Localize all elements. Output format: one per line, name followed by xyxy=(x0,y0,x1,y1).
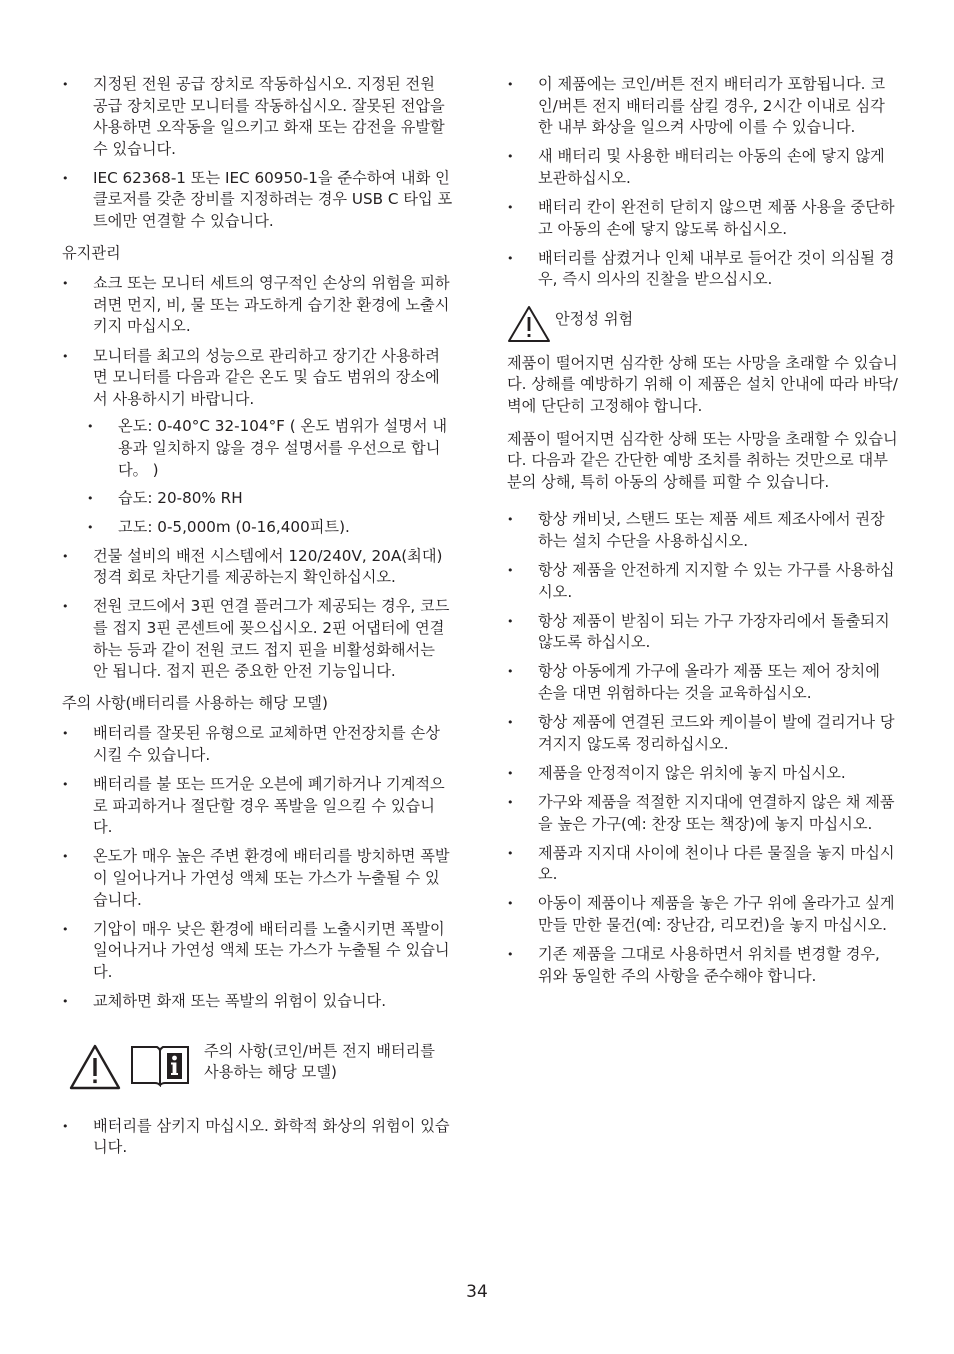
list-item: • IEC 62368-1 또는 IEC 60950-1을 준수하여 내화 인클로저를 갖춘 장비를 지정하려는 경우 USB C 타입 포트에만 연결할 수 있습니다. xyxy=(62,168,454,233)
bullet-list-coin-battery xyxy=(507,74,899,291)
bullet-list-power xyxy=(62,74,454,233)
list-item-text: 모니터를 최고의 성능으로 관리하고 장기간 사용하려면 모니터를 다음과 같은 온도 및 습도 범위의 장소에서 사용하시기 바랍니다. xyxy=(93,346,440,408)
coin-battery-warning-caption: 주의 사항(코인/버튼 전지 배터리를 사용하는 해당 모델) xyxy=(204,1041,435,1082)
list-item: • 전원 코드에서 3핀 연결 플러그가 제공되는 경우, 코드를 접지 3핀 콘센트에 꽂으십시오. 2핀 어댑터에 연결하는 등과 같이 전원 코드 접지 핀을 비활성화해서는 안 됩니다. 접지 핀은 중요한 안전 기능입니다. xyxy=(62,596,454,682)
list-item: • 항상 아동에게 가구에 올라가 제품 또는 제어 장치에 손을 대면 위험하다는 것을 교육하십시오. xyxy=(507,661,899,704)
list-item: • 건물 설비의 배전 시스템에서 120/240V, 20A(최대) 정격 회로 차단기를 제공하는지 확인하십시오. xyxy=(62,546,454,589)
warning-triangle-icon xyxy=(68,1043,122,1091)
heading-maintenance: 유지관리 xyxy=(62,243,121,262)
left-column xyxy=(62,74,454,1166)
list-item: • 교체하면 화재 또는 폭발의 위험이 있습니다. xyxy=(62,991,454,1013)
list-item xyxy=(62,346,454,539)
list-item: • 항상 제품을 안전하게 지지할 수 있는 가구를 사용하십시오. xyxy=(507,560,899,603)
page-number: 34 xyxy=(466,1282,488,1302)
sub-list-environment xyxy=(87,416,454,538)
bullet-list-stability xyxy=(507,509,899,987)
sub-list-item: • 습도: 20-80% RH xyxy=(87,488,454,510)
list-item: • 제품과 지지대 사이에 천이나 다른 물질을 놓지 마십시오. xyxy=(507,843,899,886)
list-item: • 배터리를 불 또는 뜨거운 오븐에 폐기하거나 기계적으로 파괴하거나 절단할 경우 폭발을 일으킬 수 있습니다. xyxy=(62,774,454,839)
stability-paragraph: 제품이 떨어지면 심각한 상해 또는 사망을 초래할 수 있습니다. 상해를 예방하기 위해 이 제품은 설치 안내에 따라 바닥/벽에 단단히 고정해야 합니다. xyxy=(507,353,898,416)
stability-hazard-heading xyxy=(507,305,899,343)
right-column xyxy=(507,74,899,995)
list-item: • 쇼크 또는 모니터 세트의 영구적인 손상의 위험을 피하려면 먼지, 비, 물 또는 과도하게 습기찬 환경에 노출시키지 마십시오. xyxy=(62,273,454,338)
list-item: • 항상 제품이 받침이 되는 가구 가장자리에서 돌출되지 않도록 하십시오. xyxy=(507,611,899,654)
list-item: • 배터리 칸이 완전히 닫히지 않으면 제품 사용을 중단하고 아동의 손에 닿지 않도록 하십시오. xyxy=(507,197,899,240)
list-item: • 배터리를 삼켰거나 인체 내부로 들어간 것이 의심될 경우, 즉시 의사의 진찰을 받으십시오. xyxy=(507,248,899,291)
sub-list-item: • 온도: 0-40°C 32-104°F ( 온도 범위가 설명서 내용과 일치하지 않을 경우 설명서를 우선으로 합니다。 ) xyxy=(87,416,454,481)
sub-list-item: • 고도: 0-5,000m (0-16,400피트). xyxy=(87,517,454,539)
list-item: • 제품을 안정적이지 않은 위치에 놓지 마십시오. xyxy=(507,763,899,785)
list-item: • 기존 제품을 그대로 사용하면서 위치를 변경할 경우, 위와 동일한 주의 사항을 준수해야 합니다. xyxy=(507,944,899,987)
manual-info-icon xyxy=(130,1043,190,1087)
bullet-list-swallow xyxy=(62,1116,454,1159)
bullet-list-maintenance xyxy=(62,273,454,683)
heading-battery-caution: 주의 사항(배터리를 사용하는 해당 모델) xyxy=(62,693,328,712)
warning-icons xyxy=(68,1043,190,1091)
list-item: • 항상 캐비닛, 스탠드 또는 제품 세트 제조사에서 권장하는 설치 수단을 사용하십시오. xyxy=(507,509,899,552)
list-item: • 아동이 제품이나 제품을 놓은 가구 위에 올라가고 싶게 만들 만한 물건(예: 장난감, 리모컨)을 놓지 마십시오. xyxy=(507,893,899,936)
list-item: • 이 제품에는 코인/버튼 전지 배터리가 포함됩니다. 코인/버튼 전지 배터리를 삼킬 경우, 2시간 이내로 심각한 내부 화상을 일으켜 사망에 이를 수 있습니다. xyxy=(507,74,899,139)
warning-triangle-icon xyxy=(507,305,551,343)
list-item: • 온도가 매우 높은 주변 환경에 배터리를 방치하면 폭발이 일어나거나 가연성 액체 또는 가스가 누출될 수 있습니다. xyxy=(62,846,454,911)
list-item: • 배터리를 삼키지 마십시오. 화학적 화상의 위험이 있습니다. xyxy=(62,1116,454,1159)
list-item: • 기압이 매우 낮은 환경에 배터리를 노출시키면 폭발이 일어나거나 가연성 액체 또는 가스가 누출될 수 있습니다. xyxy=(62,919,454,984)
list-item: • 가구와 제품을 적절한 지지대에 연결하지 않은 채 제품을 높은 가구(예: 찬장 또는 책장)에 놓지 마십시오. xyxy=(507,792,899,835)
stability-paragraph: 제품이 떨어지면 심각한 상해 또는 사망을 초래할 수 있습니다. 다음과 같은 간단한 예방 조치를 취하는 것만으로 대부분의 상해, 특히 아동의 상해를 피할 수 있습니다. xyxy=(507,429,898,491)
list-item: • 새 배터리 및 사용한 배터리는 아동의 손에 닿지 않게 보관하십시오. xyxy=(507,146,899,189)
bullet-list-battery xyxy=(62,723,454,1012)
list-item: • 항상 제품에 연결된 코드와 케이블이 발에 걸리거나 당겨지지 않도록 정리하십시오. xyxy=(507,712,899,755)
list-item: • 배터리를 잘못된 유형으로 교체하면 안전장치를 손상시킬 수 있습니다. xyxy=(62,723,454,766)
list-item: • 지정된 전원 공급 장치로 작동하십시오. 지정된 전원 공급 장치로만 모니터를 작동하십시오. 잘못된 전압을 사용하면 오작동을 일으키고 화재 또는 감전을 유발할 수 있습니다. xyxy=(62,74,454,160)
stability-hazard-title: 안정성 위험 xyxy=(555,310,634,329)
coin-battery-warning xyxy=(68,1043,454,1091)
